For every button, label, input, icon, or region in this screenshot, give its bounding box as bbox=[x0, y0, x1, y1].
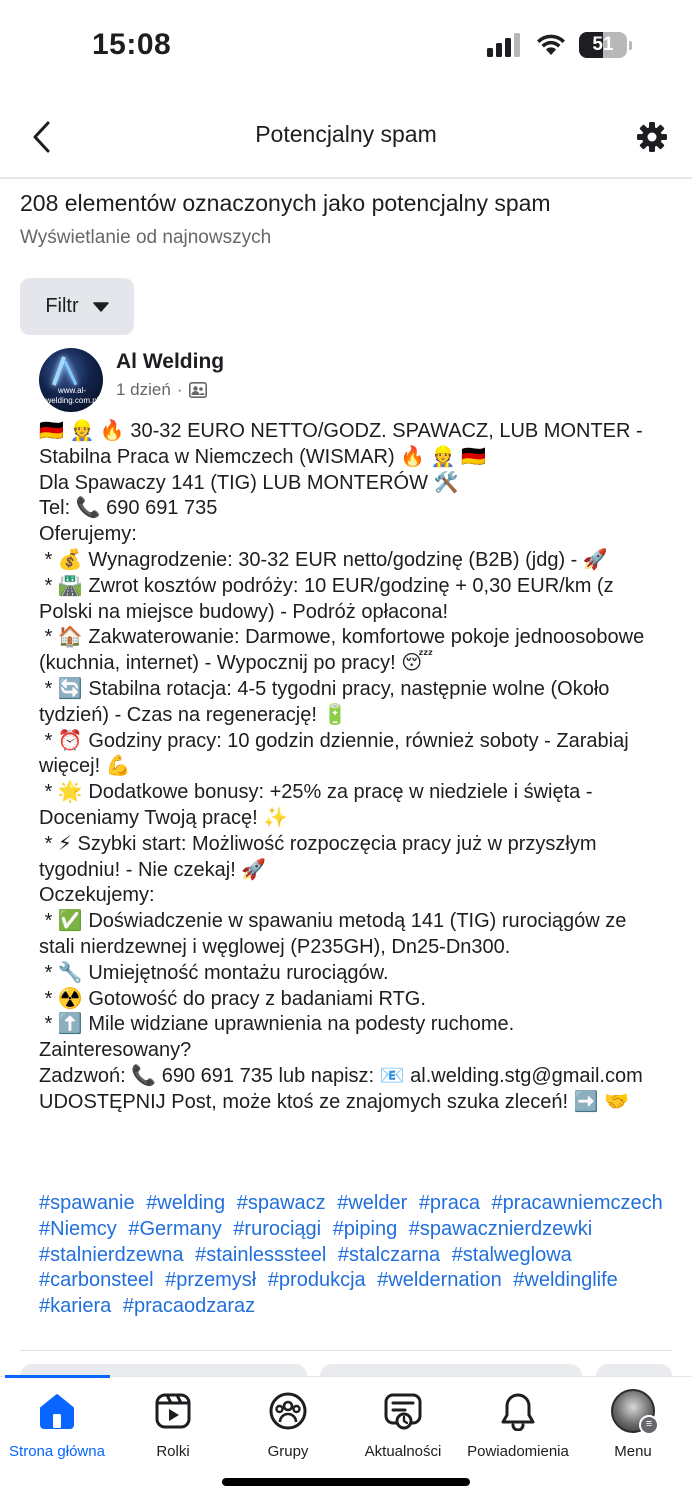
nav-label: Strona główna bbox=[9, 1443, 105, 1460]
hashtag-link[interactable]: #praca bbox=[418, 1192, 480, 1214]
hashtag-link[interactable]: #stalczarna bbox=[337, 1243, 441, 1266]
nav-label: Menu bbox=[614, 1443, 652, 1460]
hashtag-link[interactable]: #piping bbox=[332, 1217, 398, 1240]
audience-friends-icon bbox=[189, 382, 207, 398]
hashtag-link[interactable]: #welding bbox=[146, 1192, 226, 1214]
feeds-icon bbox=[383, 1391, 423, 1431]
avatar-watermark: www.al-welding.com.pl bbox=[45, 386, 99, 405]
meta-separator: · bbox=[176, 380, 183, 399]
filter-label: Filtr bbox=[45, 295, 79, 317]
post-divider bbox=[20, 1350, 672, 1351]
post-meta bbox=[116, 380, 207, 400]
hashtag-link[interactable]: #stalweglowa bbox=[451, 1243, 572, 1266]
home-icon bbox=[38, 1392, 76, 1430]
menu-lines-icon: ≡ bbox=[639, 1415, 659, 1435]
hashtag-link[interactable]: #pracawniemczech bbox=[491, 1192, 663, 1214]
nav-label: Aktualności bbox=[364, 1443, 442, 1460]
caret-down-icon bbox=[93, 302, 109, 312]
nav-menu[interactable] bbox=[573, 1389, 692, 1460]
top-header bbox=[0, 95, 692, 179]
page-title: Potencjalny spam bbox=[255, 121, 437, 147]
hashtag-link[interactable]: #rurociągi bbox=[233, 1217, 322, 1240]
bell-icon bbox=[499, 1391, 537, 1431]
active-tab-indicator bbox=[5, 1375, 110, 1378]
status-icons bbox=[487, 32, 632, 58]
hashtag-link[interactable]: #weldernation bbox=[377, 1269, 502, 1292]
author-avatar[interactable] bbox=[39, 348, 103, 412]
post-text: 🇩🇪 👷 🔥 30-32 EURO NETTO/GODZ. SPAWACZ, LUB MONTER - Stabilna Praca w Niemczech (WISMAR) 🔥 👷 🇩🇪 Dla Spawaczy 141 (TIG) LUB MONTERÓW 🛠️ Tel: 📞 690 691 735 Oferujemy: * 💰 Wynagrodzenie: 30-32 EUR netto/godzinę (B2B) (jdg) - 🚀 * 🛣️ Zwrot kosztów podróży: 10 EUR/godzinę + 0,30 EUR/km (z Polski na miejsce budowy) - Podróż opłacona! * 🏠 Zakwaterowanie: Darmowe, komfortowe pokoje jednoosobowe (kuchnia, internet) - Wypocznij po pracy! 😴 * 🔄 Stabilna rotacja: 4-5 tygodni pracy, następnie wolne (Około tydzień) - Czas na regenerację! 🔋 * ⏰ Godziny pracy: 10 godzin dziennie, również soboty - Zarabiaj więcej! 💪 * 🌟 Dodatkowe bonusy: +25% za pracę w niedziele i święta - Doceniamy Twoją pracę! ✨ * ⚡ Szybki start: Możliwość rozpoczęcia pracy już w przyszłym tygodniu! - Nie czekaj! 🚀 Oczekujemy: * ✅ Doświadczenie w spawaniu metodą 141 (TIG) rurociągów ze stali nierdzewnej i węglowej (P235GH), Dn25-Dn300. * 🔧 Umiejętność montażu rurociągów. * ☢️ Gotowość do pracy z badaniami RTG. * ⬆️ Mile widziane uprawnienia na podesty ruchome. Zainteresowany? Zadzwoń: 📞 690 691 735 lub napisz: 📧 al.welding.stg@gmail.com UDOSTĘPNIJ Post, może ktoś ze znajomych szuka zleceń! ➡️ 🤝 bbox=[39, 420, 645, 1113]
avatar-spark bbox=[64, 361, 78, 386]
nav-label: Powiadomienia bbox=[467, 1443, 569, 1460]
hashtag-link[interactable]: #spawacznierdzewki bbox=[408, 1217, 593, 1240]
nav-notifications[interactable] bbox=[458, 1389, 578, 1460]
home-indicator bbox=[222, 1478, 470, 1486]
status-bar bbox=[0, 0, 692, 95]
hashtag-link[interactable]: #weldinglife bbox=[513, 1269, 618, 1292]
battery-level: 51 bbox=[592, 34, 614, 55]
nav-feeds[interactable] bbox=[343, 1389, 463, 1460]
nav-groups[interactable] bbox=[228, 1389, 348, 1460]
hashtag-link[interactable]: #Germany bbox=[128, 1217, 222, 1240]
filter-button[interactable] bbox=[20, 278, 134, 335]
status-time: 15:08 bbox=[92, 28, 172, 61]
wifi-icon bbox=[535, 33, 567, 57]
nav-reels[interactable] bbox=[113, 1389, 233, 1460]
author-name[interactable]: Al Welding bbox=[116, 350, 225, 373]
battery-tip bbox=[629, 41, 632, 50]
post-time[interactable]: 1 dzień bbox=[116, 380, 171, 399]
hashtag-link[interactable]: #kariera bbox=[39, 1295, 112, 1318]
hashtag-link[interactable]: #spawacz bbox=[236, 1192, 326, 1214]
sort-order-text: Wyświetlanie od najnowszych bbox=[20, 227, 272, 248]
spam-count-text: 208 elementów oznaczonych jako potencjalny spam bbox=[20, 190, 551, 216]
hashtag-link[interactable]: #spawanie bbox=[39, 1192, 135, 1214]
cellular-signal-icon bbox=[487, 33, 523, 57]
hashtag-link[interactable]: #welder bbox=[337, 1192, 408, 1214]
nav-label: Grupy bbox=[267, 1443, 309, 1460]
hashtag-list bbox=[39, 1191, 669, 1320]
profile-avatar bbox=[611, 1389, 655, 1433]
nav-label: Rolki bbox=[156, 1443, 190, 1460]
hashtag-link[interactable]: #carbonsteel bbox=[39, 1269, 154, 1292]
hashtag-link[interactable]: #Niemcy bbox=[39, 1217, 117, 1240]
hashtag-link[interactable]: #pracaodzaraz bbox=[122, 1295, 256, 1318]
hashtag-link[interactable]: #produkcja bbox=[267, 1269, 366, 1292]
hashtag-link[interactable]: #stainlesssteel bbox=[195, 1243, 327, 1266]
gear-icon bbox=[636, 121, 668, 153]
battery-indicator bbox=[579, 32, 627, 58]
reels-icon bbox=[154, 1392, 192, 1430]
nav-home[interactable] bbox=[0, 1389, 117, 1460]
groups-icon bbox=[268, 1391, 308, 1431]
settings-button[interactable] bbox=[632, 117, 672, 157]
hashtag-link[interactable]: #przemysł bbox=[165, 1269, 257, 1292]
spam-summary bbox=[20, 190, 672, 249]
hashtag-link[interactable]: #stalnierdzewna bbox=[39, 1243, 184, 1266]
